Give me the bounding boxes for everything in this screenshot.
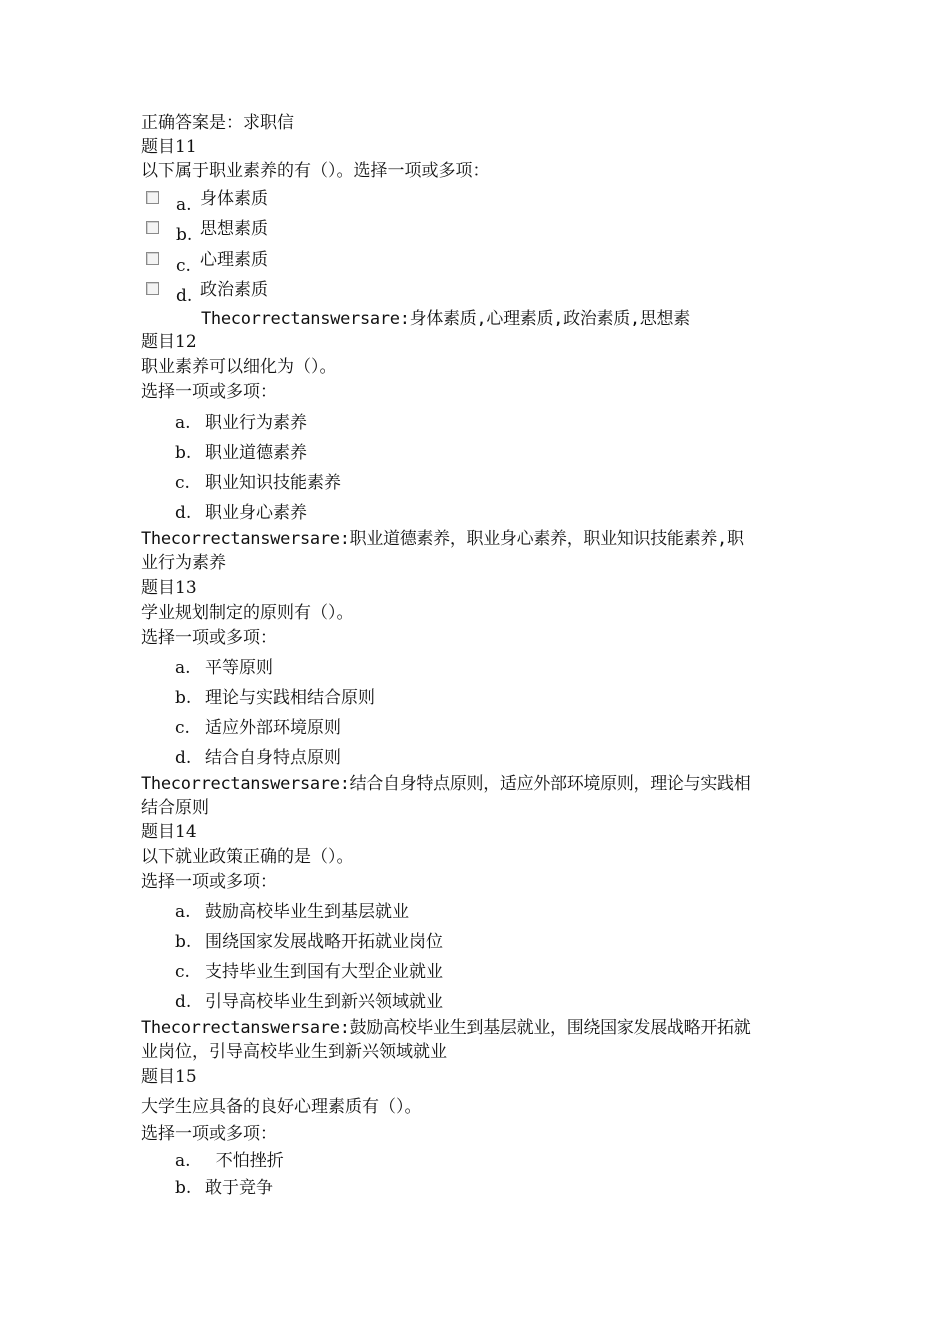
question-12-stem: 职业素养可以细化为（）。	[141, 357, 337, 377]
question-11-stem: 以下属于职业素养的有（）。选择一项或多项：	[141, 161, 490, 181]
option-text: 围绕国家发展战略开拓就业岗位	[205, 932, 443, 952]
option-letter: d.	[175, 992, 192, 1012]
question-11-option-b[interactable]	[146, 218, 268, 245]
question-13-option-d[interactable]	[175, 747, 341, 769]
question-12-answer-line1: Thecorrectanswersare:职业道德素养，职业身心素养，职业知识技能素养,职	[141, 529, 744, 549]
question-11-option-d[interactable]	[146, 279, 268, 306]
question-14-option-d[interactable]	[175, 991, 443, 1013]
option-letter: a.	[175, 1151, 191, 1171]
option-text: 职业身心素养	[205, 503, 307, 523]
option-letter: b.	[175, 688, 192, 708]
option-letter: d.	[175, 748, 192, 768]
option-text: 平等原则	[205, 658, 273, 678]
option-letter: b.	[175, 443, 192, 463]
question-14-option-b[interactable]	[175, 931, 443, 953]
question-12-prompt: 选择一项或多项：	[141, 382, 277, 402]
option-text: 职业行为素养	[205, 413, 307, 433]
question-13-option-c[interactable]	[175, 717, 341, 739]
option-text: 支持毕业生到国有大型企业就业	[205, 962, 443, 982]
option-letter: a.	[175, 902, 191, 922]
question-14-answer-line1: Thecorrectanswersare:鼓励高校毕业生到基层就业，围绕国家发展战略开拓就	[141, 1018, 751, 1038]
question-12-answer-line2: 业行为素养	[141, 553, 226, 573]
option-letter: c.	[175, 473, 190, 493]
option-text: 心理素质	[200, 250, 268, 270]
option-text: 适应外部环境原则	[205, 718, 341, 738]
header-correct-answer: 正确答案是：求职信	[141, 113, 294, 133]
checkbox[interactable]	[146, 282, 159, 295]
option-letter: d.	[175, 503, 192, 523]
option-text: 思想素质	[200, 219, 268, 239]
question-11-title: 题目11	[141, 137, 197, 157]
option-letter: c.	[175, 962, 190, 982]
option-text: 敢于竞争	[205, 1178, 273, 1198]
question-14-answer-line2: 业岗位，引导高校毕业生到新兴领域就业	[141, 1042, 447, 1062]
checkbox[interactable]	[146, 221, 159, 234]
question-14-title: 题目14	[141, 822, 197, 842]
option-letter: b.	[176, 225, 193, 245]
question-11-option-a[interactable]	[146, 188, 268, 215]
question-15-prompt: 选择一项或多项：	[141, 1124, 277, 1144]
question-14-option-a[interactable]	[175, 901, 409, 923]
question-14-option-c[interactable]	[175, 961, 443, 983]
option-letter: c.	[176, 256, 191, 276]
question-13-stem: 学业规划制定的原则有（）。	[141, 603, 354, 623]
option-letter: b.	[175, 1178, 192, 1198]
question-15-title: 题目15	[141, 1067, 197, 1087]
option-text: 结合自身特点原则	[205, 748, 341, 768]
question-11-answer: Thecorrectanswersare:身体素质,心理素质,政治素质,思想素	[201, 309, 690, 326]
option-letter: a.	[176, 195, 192, 215]
option-text: 鼓励高校毕业生到基层就业	[205, 902, 409, 922]
option-letter: b.	[175, 932, 192, 952]
option-text: 理论与实践相结合原则	[205, 688, 375, 708]
option-text: 不怕挫折	[205, 1151, 284, 1171]
question-14-prompt: 选择一项或多项：	[141, 872, 277, 892]
option-letter: a.	[175, 413, 191, 433]
question-15-option-b[interactable]	[175, 1177, 273, 1199]
question-12-option-d[interactable]	[175, 502, 307, 524]
question-15-stem: 大学生应具备的良好心理素质有（）。	[141, 1097, 422, 1117]
question-13-answer-line2: 结合原则	[141, 798, 209, 818]
question-12-option-a[interactable]	[175, 412, 307, 434]
option-text: 引导高校毕业生到新兴领域就业	[205, 992, 443, 1012]
question-11-option-c[interactable]	[146, 249, 268, 276]
question-15-option-a[interactable]	[175, 1150, 284, 1172]
checkbox[interactable]	[146, 252, 159, 265]
option-text: 职业知识技能素养	[205, 473, 341, 493]
question-12-option-c[interactable]	[175, 472, 341, 494]
option-text: 政治素质	[200, 280, 268, 300]
question-12-option-b[interactable]	[175, 442, 307, 464]
option-letter: d.	[176, 286, 193, 306]
question-12-title: 题目12	[141, 332, 197, 352]
option-letter: a.	[175, 658, 191, 678]
option-text: 职业道德素养	[205, 443, 307, 463]
option-text: 身体素质	[200, 189, 268, 209]
checkbox[interactable]	[146, 191, 159, 204]
question-13-answer-line1: Thecorrectanswersare:结合自身特点原则，适应外部环境原则，理论与实践相	[141, 774, 751, 794]
question-13-title: 题目13	[141, 578, 197, 598]
question-13-option-b[interactable]	[175, 687, 375, 709]
question-13-option-a[interactable]	[175, 657, 273, 679]
question-13-prompt: 选择一项或多项：	[141, 628, 277, 648]
option-letter: c.	[175, 718, 190, 738]
question-14-stem: 以下就业政策正确的是（）。	[141, 847, 354, 867]
